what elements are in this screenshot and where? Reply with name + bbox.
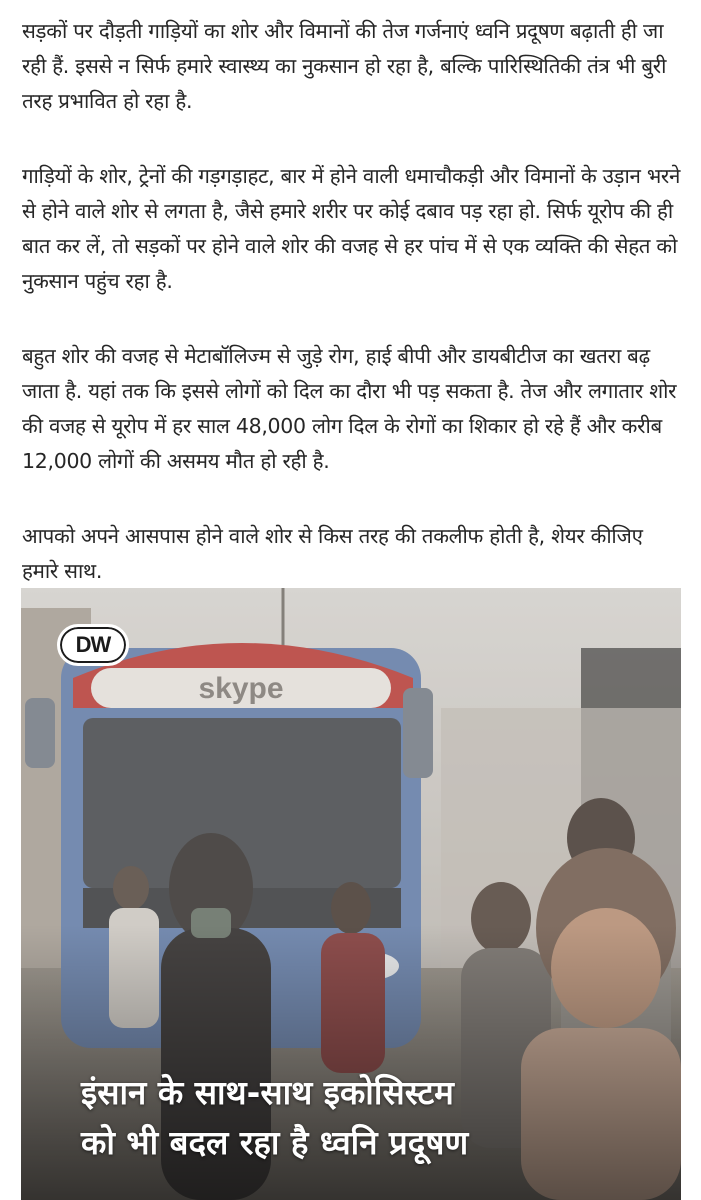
dw-logo: DW	[57, 624, 129, 666]
article-paragraph: गाड़ियों के शोर, ट्रेनों की गड़गड़ाहट, बार में होने वाली धमाचौकड़ी और विमानों के उड़ान भरने से होने वाले शोर से लगता है, जैसे हमारे शरीर पर कोई दबाव पड़ रहा हो. सिर्फ यूरोप की ही बात कर लें, तो सड़कों पर होने वाले शोर की वजह से हर पांच में से एक व्यक्ति की सेहत को नुकसान पहुंच रहा है.	[22, 164, 681, 293]
article-paragraph: सड़कों पर दौड़ती गाड़ियों का शोर और विमानों की तेज गर्जनाएं ध्वनि प्रदूषण बढ़ाती ही जा रही हैं. इससे न सिर्फ हमारे स्वास्थ्य का नुकसान हो रहा है, बल्कि पारिस्थितिकी तंत्र भी बुरी तरह प्रभावित हो रहा है.	[22, 19, 667, 113]
caption-line: इंसान के साथ-साथ इकोसिस्टम	[81, 1073, 454, 1112]
article-body	[22, 14, 684, 629]
article-image[interactable]	[21, 588, 681, 1200]
article-paragraph: आपको अपने आसपास होने वाले शोर से किस तरह की तकलीफ होती है, शेयर कीजिए हमारे साथ.	[22, 524, 643, 583]
caption-line: को भी बदल रहा है ध्वनि प्रदूषण	[81, 1123, 469, 1162]
image-caption	[81, 1068, 671, 1168]
article-paragraph: बहुत शोर की वजह से मेटाबॉलिज्म से जुड़े रोग, हाई बीपी और डायबीटीज का खतरा बढ़ जाता है. यहां तक कि इससे लोगों को दिल का दौरा भी पड़ सकता है. तेज और लगातार शोर की वजह से यूरोप में हर साल 48,000 लोग दिल के रोगों का शिकार हो रहे हैं और करीब 12,000 लोगों की असमय मौत हो रही है.	[22, 344, 677, 473]
